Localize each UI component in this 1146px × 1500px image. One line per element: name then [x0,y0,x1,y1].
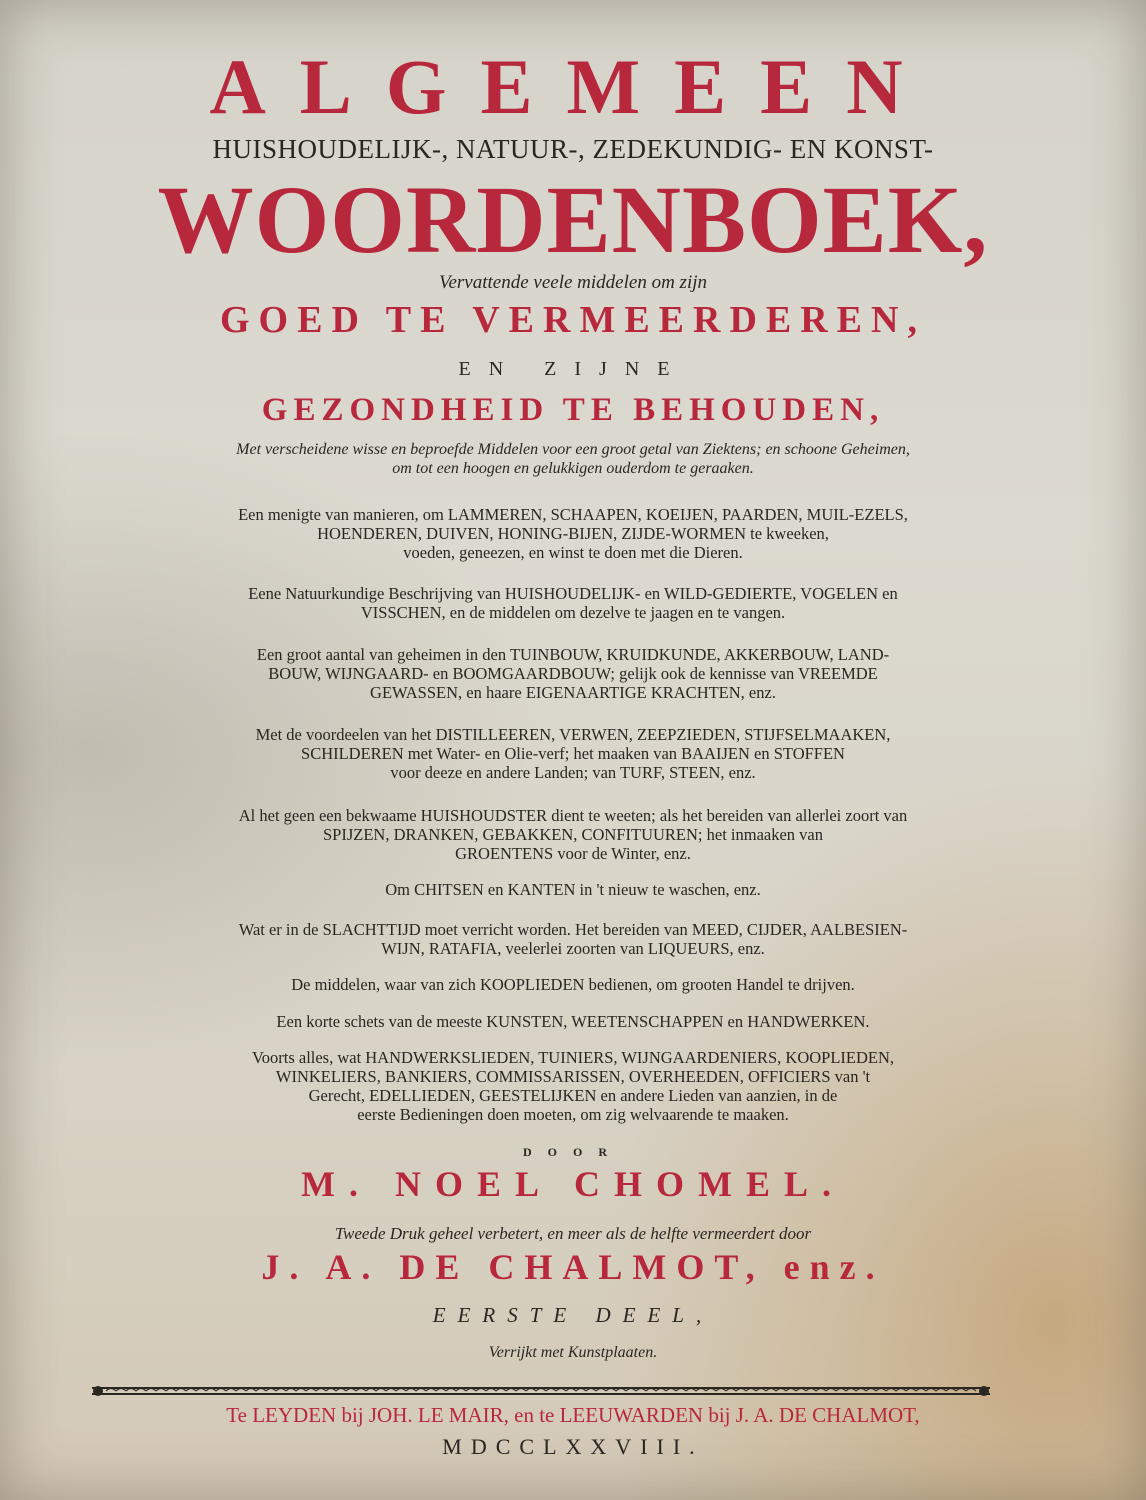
paragraph-line: BOUW, WIJNGAARD- en BOOMGAARDBOUW; gelijk ook de kennisse van VREEMDE [268,664,878,683]
paragraph-line: Een korte schets van de meeste KUNSTEN, WEETENSCHAPPEN en HANDWERKEN. [276,1012,870,1031]
paragraph-line: GROENTENS voor de Winter, enz. [455,844,691,863]
paragraph-line: WINKELIERS, BANKIERS, COMMISSARISSEN, OVERHEEDEN, OFFICIERS van 't [275,1067,871,1086]
paragraph-line: Een groot aantal van geheimen in den TUINBOUW, KRUIDKUNDE, AKKERBOUW, LAND- [256,645,890,664]
paragraph-line: WIJN, RATAFIA, veelerlei zoorten van LIQUEURS, enz. [381,939,765,958]
paragraph-arts [0,1012,1146,1031]
door-label: DOOR [523,1145,623,1159]
paragraph-line: voeden, geneezen, en winst te doen met die Dieren. [403,543,743,562]
title-intro-italic: Vervattende veele middelen om zijn [438,272,707,293]
paragraph-line: Wat er in de SLACHTTIJD moet verricht worden. Het bereiden van MEED, CIJDER, AALBESIEN- [238,920,908,939]
paragraph-line: Een menigte van manieren, om LAMMEREN, SCHAAPEN, KOEIJEN, PAARDEN, MUIL-EZELS, [238,505,908,524]
imprint-line: Te LEYDEN bij JOH. LE MAIR, en te LEEUWARDEN bij J. A. DE CHALMOT, [226,1403,920,1427]
paragraph-line: Met de voordeelen van het DISTILLEEREN, VERWEN, ZEEPZIEDEN, STIJFSELMAAKEN, [255,725,891,744]
paragraph-livestock [0,505,1146,562]
edition-note: Tweede Druk geheel verbetert, en meer als de helfte vermeerdert door [334,1224,812,1243]
paragraph-line: eerste Bedieningen doen moeten, om zig welvaarende te maaken. [357,1105,789,1124]
paragraph-line: SCHILDEREN met Water- en Olie-verf; het maaken van BAAIJEN en STOFFEN [301,744,845,763]
paragraph-line: Om CHITSEN en KANTEN in 't nieuw te waschen, enz. [385,880,761,899]
title-subjects: HUISHOUDELIJK-, NATUUR-, ZEDEKUNDIG- EN KONST- [212,134,934,164]
paragraph-merchants [0,975,1146,994]
paragraph-laundry [0,880,1146,899]
ornamental-rule [92,1384,990,1398]
paragraph-line: GEWASSEN, en haare EIGENAARTIGE KRACHTEN, enz. [370,683,776,702]
title-gezondheid: GEZONDHEID TE BEHOUDEN, [261,392,885,428]
paragraph-line: De middelen, waar van zich KOOPLIEDEN bedienen, om grooten Handel te drijven. [291,975,855,994]
title-en-zijne: EN ZIJNE [458,358,688,380]
author-name: M. NOEL CHOMEL. [300,1164,846,1204]
title-algemeen: ALGEMEEN [209,43,937,130]
title-goed: GOED TE VERMEERDEREN, [220,299,926,341]
paragraph-horticulture [0,645,1146,702]
paragraph-line: SPIJZEN, DRANKEN, GEBAKKEN, CONFITUUREN; het inmaaken van [323,825,823,844]
paragraph-line: Al het geen een bekwaame HUISHOUDSTER dient te weeten; als het bereiden van allerlei zoort van [238,806,908,825]
subtitle-italic-1: Met verscheidene wisse en beproefde Middelen voor een groot getal van Ziektens; en schoone Geheimen, [236,441,910,458]
imprint-year: MDCCLXXVIII. [442,1434,704,1459]
paragraph-line: VISSCHEN, en de middelen om dezelve te jaagen en te vangen. [360,603,786,622]
volume-note: Verrijkt met Kunstplaaten. [488,1344,658,1361]
subtitle-italic-2: om tot een hoogen en gelukkigen ouderdom te geraaken. [392,460,754,477]
paragraph-line: Voorts alles, wat HANDWERKSLIEDEN, TUINIERS, WIJNGAARDENIERS, KOOPLIEDEN, [251,1048,895,1067]
paragraph-housekeeping [0,806,1146,863]
paragraph-natural-history [0,584,1146,622]
paragraph-slaughter [0,920,1146,958]
paragraph-line: Gerecht, EDELLIEDEN, GEESTELIJKEN en andere Lieden van aanzien, in de [308,1086,838,1105]
paragraph-line: Eene Natuurkundige Beschrijving van HUISHOUDELIJK- en WILD-GEDIERTE, VOGELEN en [248,584,898,603]
title-woordenboek: WOORDENBOEK, [157,166,989,273]
paragraph-line: voor deeze en andere Landen; van TURF, STEEN, enz. [390,763,756,782]
volume-label: EERSTE DEEL, [432,1303,714,1327]
paragraph-line: HOENDEREN, DUIVEN, HONING-BIJEN, ZIJDE-WORMEN te kweeken, [317,524,829,543]
editor-name: J. A. DE CHALMOT, enz. [261,1247,885,1287]
paragraph-crafts [0,725,1146,782]
paragraph-professions [0,1048,1146,1124]
